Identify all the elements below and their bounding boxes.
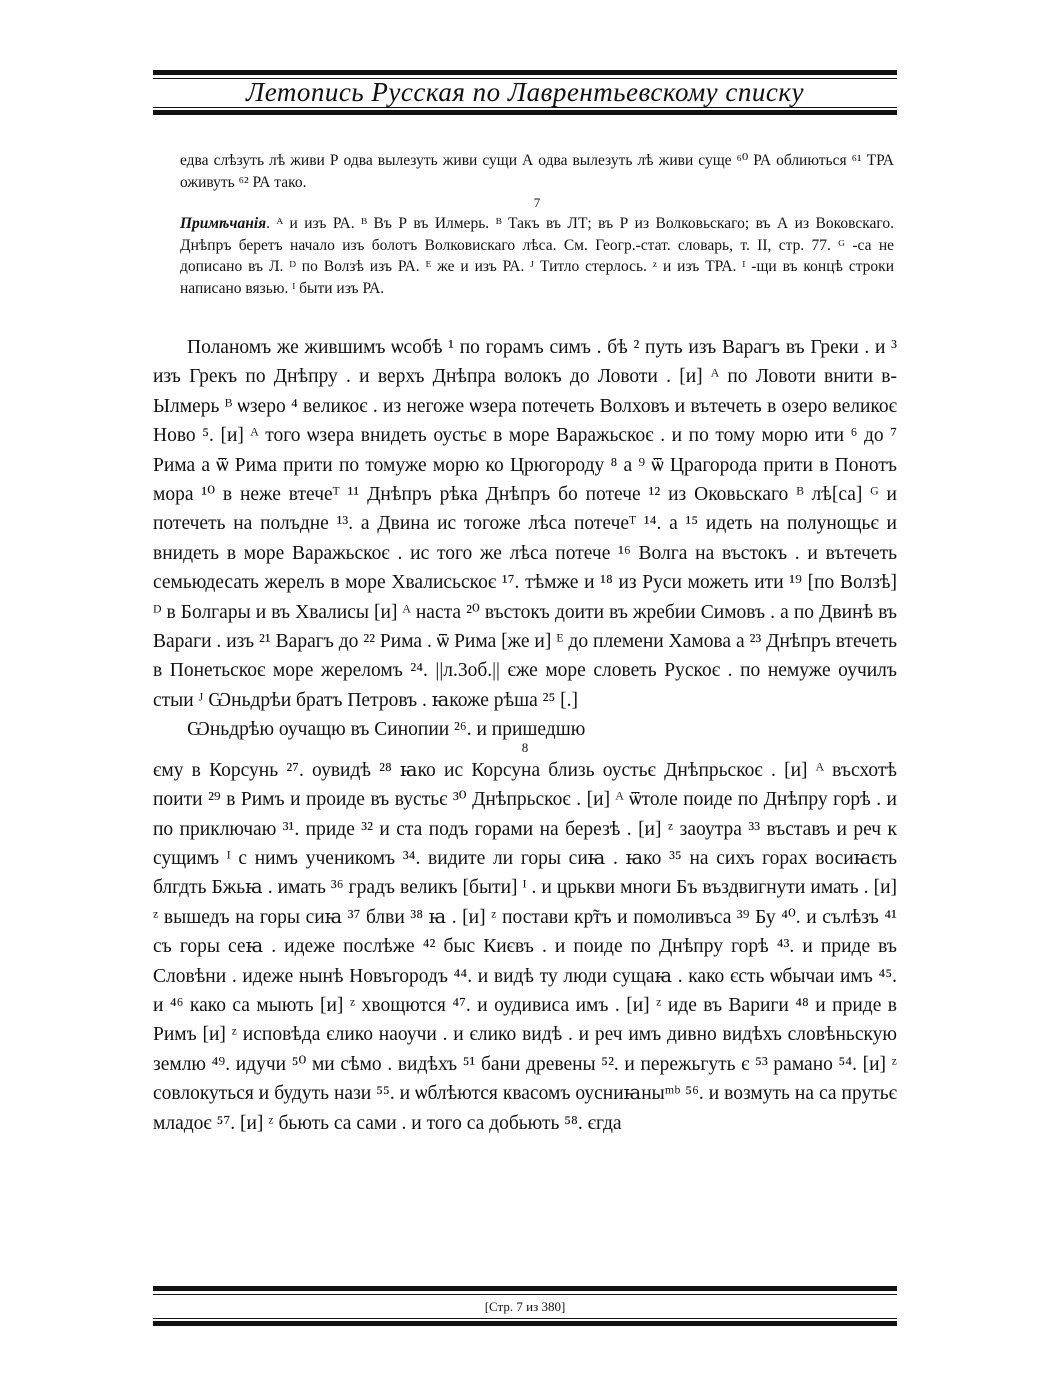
header-bottom-thin-rule <box>153 107 897 108</box>
footer-bottom-thin-rule <box>153 1318 897 1319</box>
footer-top-rule <box>153 1286 897 1291</box>
page-number-7: 7 <box>533 195 541 210</box>
page-number-8: 8 <box>521 739 529 755</box>
commentary-label: Примѣчанія <box>180 215 267 232</box>
paragraph-2-start: Ѡньдрѣю оучащю въ Синопии ²⁶. и пришедшю <box>187 719 586 741</box>
notes-block <box>180 150 894 299</box>
variant-readings: едва слѣзуть лѣ живи Р одва вылезуть живи сущи А одва вылезуть лѣ живи суще ⁶⁰ РА облиються ⁶¹ ТРА оживуть ⁶² РА тако. <box>180 152 894 191</box>
header-bottom-rule <box>153 110 897 115</box>
main-text <box>153 333 897 1138</box>
page-header-title: Летопись Русская по Лаврентьевскому списку <box>245 77 804 107</box>
header-top-rule <box>153 70 897 75</box>
footer-top-thin-rule <box>153 1294 897 1295</box>
commentary-text: . ᴬ и изъ РА. ᴮ Въ Р въ Илмерь. ᴮ Такъ въ ЛТ; въ Р из Волковьскаго; въ А из Воковскаго. Днѣпръ беретъ начало изъ болотъ Волковискаго лѣса. См. Геогр.-стат. словарь, т. II, стр. 77. ᴳ -са не дописано въ Л. ᴰ по Волзѣ изъ РА. ᴱ же и изъ РА. ᴶ Титло стерлось. ᶻ и изъ ТРА. ᴵ -щи въ концѣ строки написано вязью. ᴵ быти изъ РА. <box>180 215 894 297</box>
commentary <box>180 213 894 299</box>
footer-page-label: [Стр. 7 из 380] <box>484 1299 566 1314</box>
paragraph-2-continuation: єму в Корсунь ²⁷. оувидѣ ²⁸ ꙗко ис Корсуна близь оустьє Днѣпрьскоє . [и] ᴬ въсхотѣ поити ²⁹ в Римъ и проиде въ вустьє ³⁰ Днѣпрьскоє . [и] ᴬ ѿтоле поиде по Днѣпру горѣ . и по приключаю ³¹. приде ³² и ста подъ горами на березѣ . [и] ᶻ заоутра ³³ въставъ и реч к сущимъ ᴵ с нимъ ученикомъ ³⁴. видите ли горы сиꙗ . ꙗко ³⁵ на сихъ горах восиꙗєть блгдть Бжьꙗ . имать ³⁶ градъ великъ [быти] ᴵ . и црькви многи Бъ въздвигнути имать . [и] ᶻ вышедъ на горы сиꙗ ³⁷ блви ³⁸ ꙗ . [и] ᶻ постави кр̃тъ и помоливъса ³⁹ Бу ⁴⁰. и сълѣзъ ⁴¹ съ горы сеꙗ . идеже послѣже ⁴² быс Києвъ . и поиде по Днѣпру горѣ ⁴³. и приде въ Словѣни . идеже нынѣ Новъгородъ ⁴⁴. и видѣ ту люди сущаꙗ . како єсть ѡбычаи имъ ⁴⁵. и ⁴⁶ како са мыють [и] ᶻ хвощются ⁴⁷. и оудивиса имъ . [и] ᶻ иде въ Вариги ⁴⁸ и приде в Римъ [и] ᶻ исповѣда єлико наоучи . и єлико видѣ . и реч имъ дивно видѣхъ словѣньскую землю ⁴⁹. идучи ⁵⁰ ми сѣмо . видѣхъ ⁵¹ бани древены ⁵². и пережьгуть є ⁵³ рамано ⁵⁴. [и] ᶻ совлокуться и будуть нази ⁵⁵. и ѡблѣются квасомъ оусниꙗныᵐᵇ ⁵⁶. и возмуть на са прутьє младоє ⁵⁷. [и] ᶻ бьють са сами . и того са добьють ⁵⁸. єгда <box>153 759 897 1134</box>
paragraph-1: Поланомъ же жившимъ ѡсобѣ ¹ по горамъ симъ . бѣ ² путь изъ Варагъ въ Греки . и ³ изъ Грекъ по Днѣпру . и верхъ Днѣпра волокъ до Ловоти . [и] ᴬ по Ловоти внити в-Ылмерь ᴮ ѡзеро ⁴ великоє . из негоже ѡзера потечеть Волховъ и вътечеть в озеро великоє Ново ⁵. [и] ᴬ того ѡзера внидеть оустьє в море Варажьскоє . и по тому морю ити ⁶ до ⁷ Рима а ѿ Рима прити по томуже морю ко Црюгороду ⁸ а ⁹ ѿ Црагорода прити в Понотъ мора ¹⁰ в неже втечеᵀ ¹¹ Днѣпръ рѣка Днѣпръ бо потече ¹² из Оковьскаго ᴮ лѣ[са] ᴳ и потечеть на полъдне ¹³. а Двина ис тогоже лѣса потечеᵀ ¹⁴. а ¹⁵ идеть на полунощьє и внидеть в море Варажьскоє . ис того же лѣса потече ¹⁶ Волга на въстокъ . и вътечеть семьюдесать жерелъ в море Хвалисьскоє ¹⁷. тѣмже и ¹⁸ из Руси можеть ити ¹⁹ [по Волзѣ] ᴰ в Болгары и въ Хвалисы [и] ᴬ наста ²⁰ въстокъ доити въ жребии Симовъ . а по Двинѣ въ Вараги . изъ ²¹ Варагъ до ²² Рима . ѿ Рима [же и] ᴱ до племени Хамова а ²³ Днѣпръ втечеть в Понетьскоє море жереломъ ²⁴. ||л.3об.|| єже море словеть Рускоє . по немуже оучилъ стыи ᴶ Ѡньдрѣи братъ Петровъ . ꙗкоже рѣша ²⁵ [.] <box>153 337 897 711</box>
footer-bottom-rule <box>153 1321 897 1326</box>
